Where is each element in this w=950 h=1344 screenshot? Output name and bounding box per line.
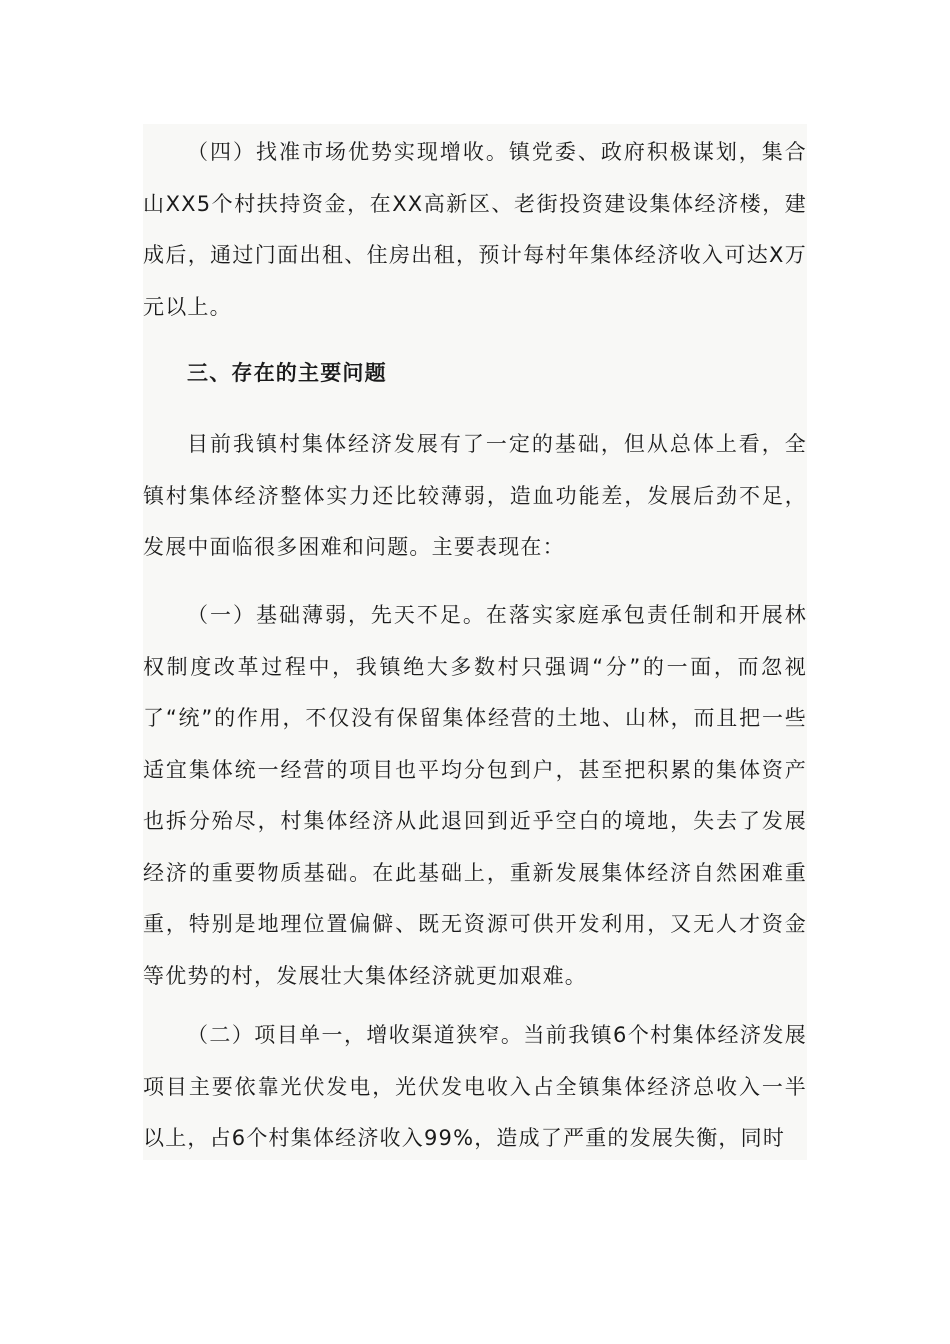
paragraph-weak-foundation: （一）基础薄弱，先天不足。在落实家庭承包责任制和开展林权制度改革过程中，我镇绝大多数村只强调“分”的一面，而忽视了“统”的作用，不仅没有保留集体经营的土地、山林，而且把一些适宜集体统一经营的项目也平均分包到户，甚至把积累的集体资产也拆分殆尽，村集体经济从此退回到近乎空白的境地，失去了发展经济的重要物质基础。在此基础上，重新发展集体经济自然困难重重，特别是地理位置偏僻、既无资源可供开发利用，又无人才资金等优势的村，发展壮大集体经济就更加艰难。 [143, 603, 807, 988]
paragraph-problems-intro: 目前我镇村集体经济发展有了一定的基础，但从总体上看，全镇村集体经济整体实力还比较薄弱，造血功能差，发展后劲不足，发展中面临很多困难和问题。主要表现在： [143, 432, 807, 559]
document-page [143, 124, 807, 1160]
paragraph-market-advantage: （四）找准市场优势实现增收。镇党委、政府积极谋划，集合山XX5个村扶持资金，在XX高新区、老街投资建设集体经济楼，建成后，通过门面出租、住房出租，预计每村年集体经济收入可达X万元以上。 [143, 140, 807, 319]
paragraph-single-project: （二）项目单一，增收渠道狭窄。当前我镇6个村集体经济发展项目主要依靠光伏发电，光伏发电收入占全镇集体经济总收入一半以上，占6个村集体经济收入99%，造成了严重的发展失衡，同时 [143, 1023, 807, 1150]
section-heading-main-problems: 三、存在的主要问题 [187, 361, 387, 385]
